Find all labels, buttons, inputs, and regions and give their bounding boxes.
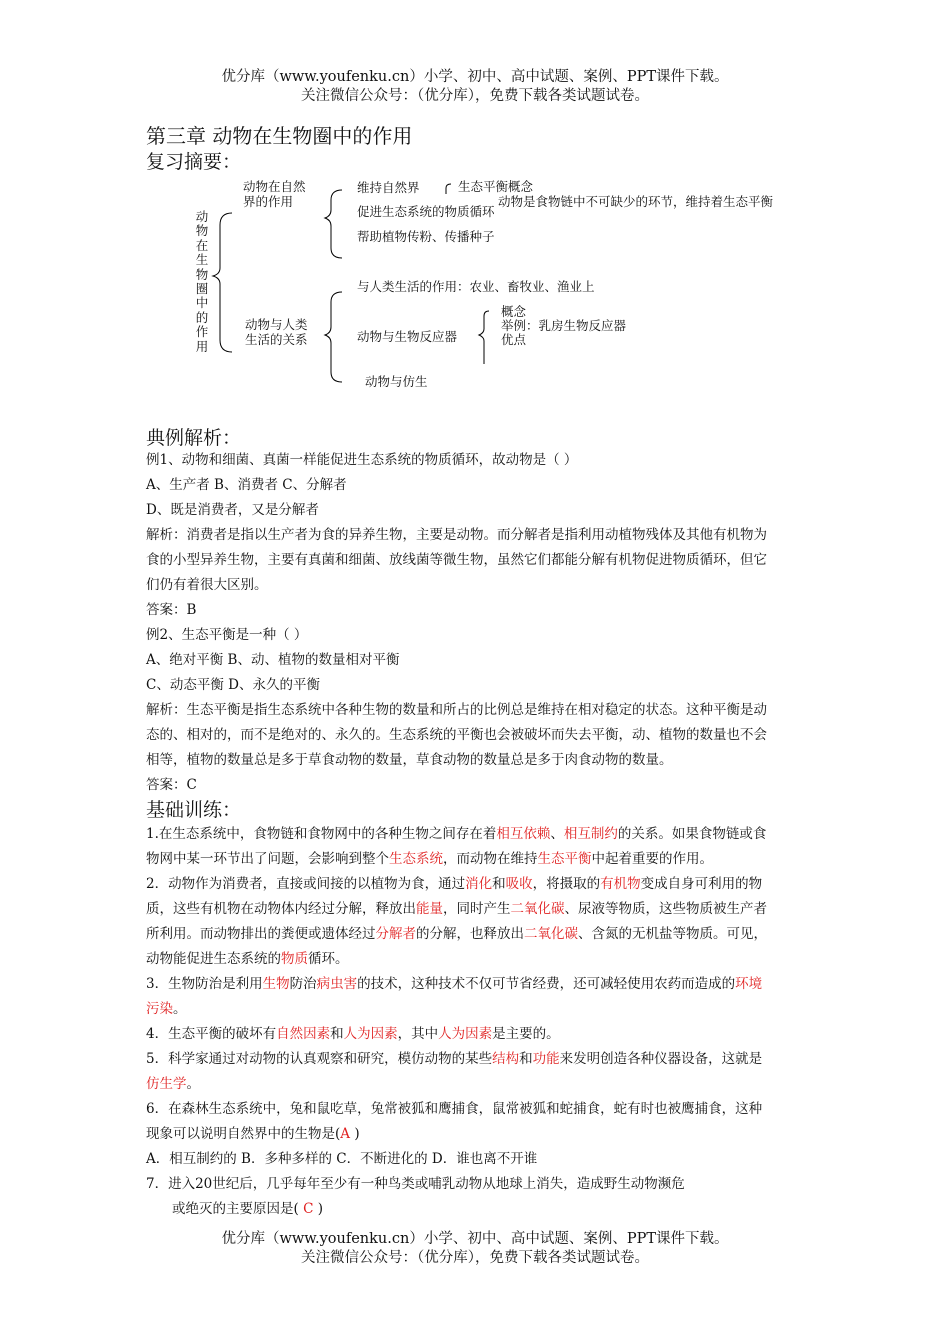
example1-options-1: A、生产者 B、消费者 C、分解者 [146, 477, 347, 493]
example1-options-2: D、既是消费者，又是分解者 [146, 502, 319, 518]
b2-item2: 动物与生物反应器 [357, 329, 458, 344]
example1-analysis-3: 们仍有着很大区别。 [146, 577, 268, 593]
q5-line2: 仿生学。 [146, 1076, 200, 1092]
header-line-1: 优分库（www.youfenku.cn）小学、初中、高中试题、案例、PPT课件下载。 [221, 69, 729, 85]
b1-item3: 帮助植物传粉、传播种子 [357, 229, 495, 244]
branch1-line2: 界的作用 [243, 194, 294, 209]
q2-line4: 动物能促进生态系统的物质循环。 [146, 951, 349, 967]
q1-line1: 1.在生态系统中，食物链和食物网中的各种生物之间存在着相互依赖、相互制约的关系。如果食物链或食 [146, 826, 767, 842]
q4-line: 4．生态平衡的破坏有自然因素和人为因素，其中人为因素是主要的。 [146, 1026, 560, 1042]
b1-item2: 促进生态系统的物质循环 [357, 204, 495, 219]
branch2-line2: 生活的关系 [245, 332, 308, 347]
chapter-title: 第三章 动物在生物圈中的作用 [146, 124, 413, 148]
item1-brace [446, 184, 451, 194]
q7-line2: 或绝灭的主要原因是( C ) [172, 1201, 323, 1217]
example2-answer: 答案：C [146, 777, 197, 793]
examples-title: 典例解析： [146, 427, 242, 449]
q6-options: A．相互制约的 B．多种多样的 C．不断进化的 D．谁也离不开谁 [146, 1151, 538, 1167]
example1-question: 例1、动物和细菌、真菌一样能促进生态系统的物质循环，故动物是（ ） [146, 452, 578, 468]
diagram-root: 动物在生物圈中的作用 [195, 209, 209, 354]
q2-line3: 所利用。而动物排出的粪便或遗体经过分解者的分解，也释放出二氧化碳、含氮的无机盐等物质。可见， [146, 926, 767, 942]
header-line-2: 关注微信公众号：（优分库），免费下载各类试题试卷。 [301, 88, 649, 104]
example2-options-1: A、绝对平衡 B、动、植物的数量相对平衡 [146, 652, 400, 668]
basics-title: 基础训练： [146, 799, 242, 821]
example1-analysis-1: 解析：消费者是指以生产者为食的异养生物，主要是动物。而分解者是指利用动植物残体及其他有机物为 [146, 527, 767, 543]
b2-item2-sub1: 概念 [501, 304, 527, 319]
footer-line-2: 关注微信公众号：（优分库），免费下载各类试题试卷。 [301, 1250, 649, 1266]
q5-line1: 5．科学家通过对动物的认真观察和研究，模仿动物的某些结构和功能来发明创造各种仪器设备，这就是 [146, 1051, 763, 1067]
reactor-brace [479, 311, 489, 364]
b2-item3: 动物与仿生 [365, 374, 428, 389]
q7-line1: 7．进入20世纪后，几乎每年至少有一种鸟类或哺乳动物从地球上消失，造成野生动物濒危 [146, 1176, 685, 1192]
branch2-brace [325, 292, 342, 382]
branch2-line1: 动物与人类 [245, 317, 308, 332]
example1-answer: 答案：B [146, 602, 197, 618]
q2-line1: 2．动物作为消费者，直接或间接的以植物为食，通过消化和吸收，将摄取的有机物变成自身可利用的物 [146, 876, 763, 892]
diagram-brackets [0, 0, 950, 400]
q6-line1: 6．在森林生态系统中，兔和鼠吃草，兔常被狐和鹰捕食，鼠常被狐和蛇捕食，蛇有时也被鹰捕食，这种 [146, 1101, 763, 1117]
q6-line2: 现象可以说明自然界中的生物是(A ) [146, 1126, 360, 1142]
q3-line2: 污染。 [146, 1001, 187, 1017]
example2-analysis-1: 解析：生态平衡是指生态系统中各种生物的数量和所占的比例总是维持在相对稳定的状态。这种平衡是动 [146, 702, 767, 718]
b2-item2-sub2: 举例：乳房生物反应器 [501, 318, 627, 333]
b1-item1-sub1: 生态平衡概念 [458, 179, 534, 194]
footer-line-1: 优分库（www.youfenku.cn）小学、初中、高中试题、案例、PPT课件下载。 [221, 1231, 729, 1247]
branch1-brace [325, 190, 342, 258]
q2-line2: 质，这些有机物在动物体内经过分解，释放出能量，同时产生二氧化碳、尿液等物质，这些物质被生产者 [146, 901, 767, 917]
example2-analysis-2: 态的、相对的，而不是绝对的、永久的。生态系统的平衡也会被破坏而失去平衡，动、植物的数量也不会 [146, 727, 767, 743]
example2-analysis-3: 相等，植物的数量总是多于草食动物的数量，草食动物的数量总是多于肉食动物的数量。 [146, 752, 673, 768]
b2-item2-sub3: 优点 [501, 332, 527, 347]
q3-line1: 3．生物防治是利用生物防治病虫害的技术，这种技术不仅可节省经费，还可减轻使用农药而造成的环境 [146, 976, 763, 992]
example2-options-2: C、动态平衡 D、永久的平衡 [146, 677, 320, 693]
review-title: 复习摘要： [146, 151, 242, 173]
q1-line2: 物网中某一环节出了问题，会影响到整个生态系统，而动物在维持生态平衡中起着重要的作用。 [146, 851, 713, 867]
b1-item1-sub2: 动物是食物链中不可缺少的环节，维持着生态平衡 [498, 194, 774, 209]
b2-item1: 与人类生活的作用：农业、畜牧业、渔业上 [357, 279, 595, 294]
root-brace [213, 213, 232, 352]
example1-analysis-2: 食的小型异养生物，主要有真菌和细菌、放线菌等微生物，虽然它们都能分解有机物促进物质循环，但它 [146, 552, 767, 568]
b1-item1: 维持自然界 [357, 180, 420, 195]
example2-question: 例2、生态平衡是一种（ ） [146, 627, 308, 643]
branch1-line1: 动物在自然 [243, 179, 306, 194]
